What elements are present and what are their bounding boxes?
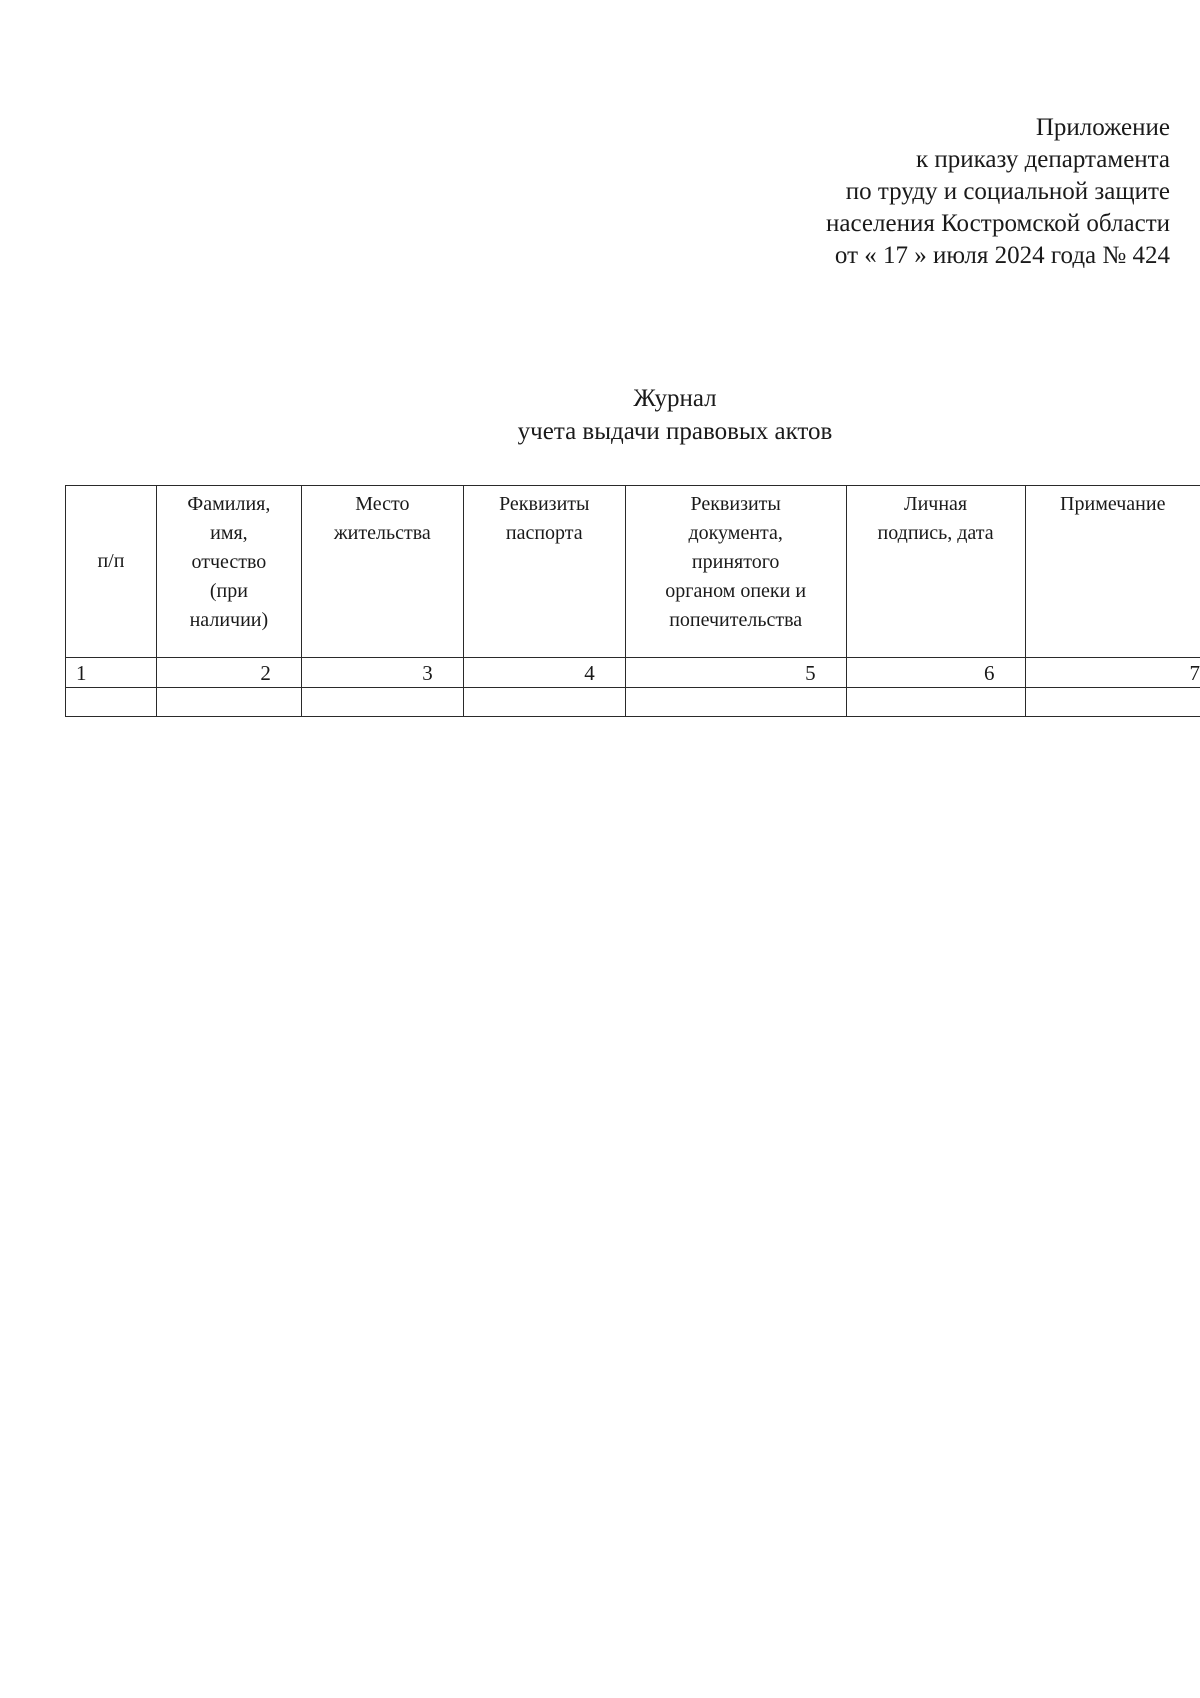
- header-cell-signature: Личная подпись, дата: [846, 486, 1025, 658]
- appendix-line: от « 17 » июля 2024 года № 424: [834, 242, 1170, 269]
- journal-title: [0, 382, 1200, 448]
- header-cell-passport: Реквизиты паспорта: [463, 486, 625, 658]
- journal-table: [65, 485, 1200, 717]
- column-number: 1: [66, 658, 157, 688]
- appendix-line: населения Костромской области: [826, 210, 1170, 237]
- table-cell: [625, 688, 846, 717]
- column-number: 4: [463, 658, 625, 688]
- header-cell-full-name: Фамилия, имя, отчество (при наличии): [156, 486, 301, 658]
- table-cell: [156, 688, 301, 717]
- column-number: 7: [1025, 658, 1200, 688]
- appendix-line: по труду и социальной защите: [845, 178, 1170, 205]
- appendix-block: [826, 112, 1170, 272]
- column-number: 3: [301, 658, 463, 688]
- column-number-row: [66, 658, 1200, 688]
- table-cell: [66, 688, 157, 717]
- column-number: 2: [156, 658, 301, 688]
- header-cell-document: Реквизиты документа, принятого органом опеки и попечительства: [625, 486, 846, 658]
- table-cell: [301, 688, 463, 717]
- header-cell-residence: Место жительства: [301, 486, 463, 658]
- column-number: 6: [846, 658, 1025, 688]
- journal-title-line2: учета выдачи правовых актов: [517, 418, 833, 445]
- table-cell: [1025, 688, 1200, 717]
- column-number: 5: [625, 658, 846, 688]
- journal-title-line1: Журнал: [633, 385, 717, 412]
- appendix-line: Приложение: [1035, 114, 1170, 141]
- table-row: [66, 688, 1200, 717]
- appendix-line: к приказу департамента: [915, 146, 1170, 173]
- header-row: [66, 486, 1200, 658]
- header-cell-number: п/п: [66, 486, 157, 658]
- table-cell: [846, 688, 1025, 717]
- table-cell: [463, 688, 625, 717]
- header-cell-note: Примечание: [1025, 486, 1200, 658]
